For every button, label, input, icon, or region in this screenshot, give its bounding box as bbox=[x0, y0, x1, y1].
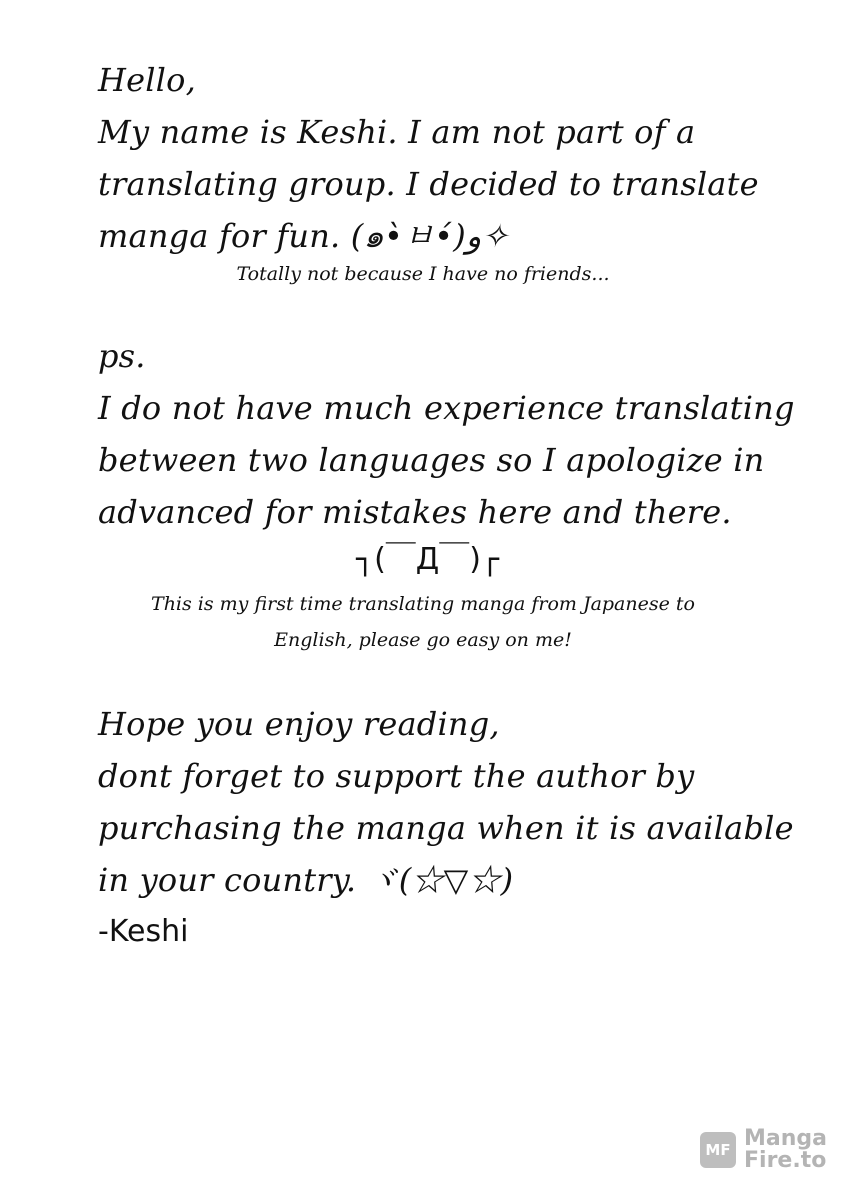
signature: -Keshi bbox=[98, 914, 189, 949]
ps-label: ps. bbox=[98, 337, 146, 375]
intro-aside-block bbox=[73, 256, 773, 292]
ps-aside-line-1: This is my first time translating manga from Japanese to bbox=[151, 593, 695, 615]
intro-line-3: manga for fun. (๑•̀ㅂ•́)و✧ bbox=[98, 217, 509, 255]
intro-line-1: My name is Keshi. I am not part of a bbox=[98, 113, 696, 151]
closing-line-2: dont forget to support the author by bbox=[98, 757, 695, 795]
closing-line-4: in your country. ヾ(☆▽☆) bbox=[98, 861, 514, 899]
intro-block bbox=[98, 54, 798, 262]
watermark-text bbox=[744, 1128, 827, 1172]
ps-line-1: I do not have much experience translating bbox=[98, 389, 795, 427]
ps-aside-line-2: English, please go easy on me! bbox=[274, 629, 572, 651]
ps-aside-block bbox=[73, 586, 773, 658]
intro-aside: Totally not because I have no friends... bbox=[236, 263, 610, 285]
ps-kaomoji: ┐(￣Д￣)┌ bbox=[356, 542, 499, 577]
flame-logo-icon: MF bbox=[700, 1132, 736, 1168]
closing-block bbox=[98, 698, 798, 958]
watermark-line-2: Fire.to bbox=[744, 1148, 827, 1173]
closing-line-3: purchasing the manga when it is available bbox=[98, 809, 794, 847]
ps-line-3: advanced for mistakes here and there. bbox=[98, 493, 732, 531]
intro-line-2: translating group. I decided to translate bbox=[98, 165, 759, 203]
ps-line-2: between two languages so I apologize in bbox=[98, 441, 765, 479]
greeting: Hello, bbox=[98, 61, 196, 99]
ps-block bbox=[98, 330, 798, 538]
site-watermark bbox=[700, 1128, 827, 1172]
closing-line-1: Hope you enjoy reading, bbox=[98, 705, 500, 743]
watermark-line-1: Manga bbox=[744, 1126, 827, 1151]
